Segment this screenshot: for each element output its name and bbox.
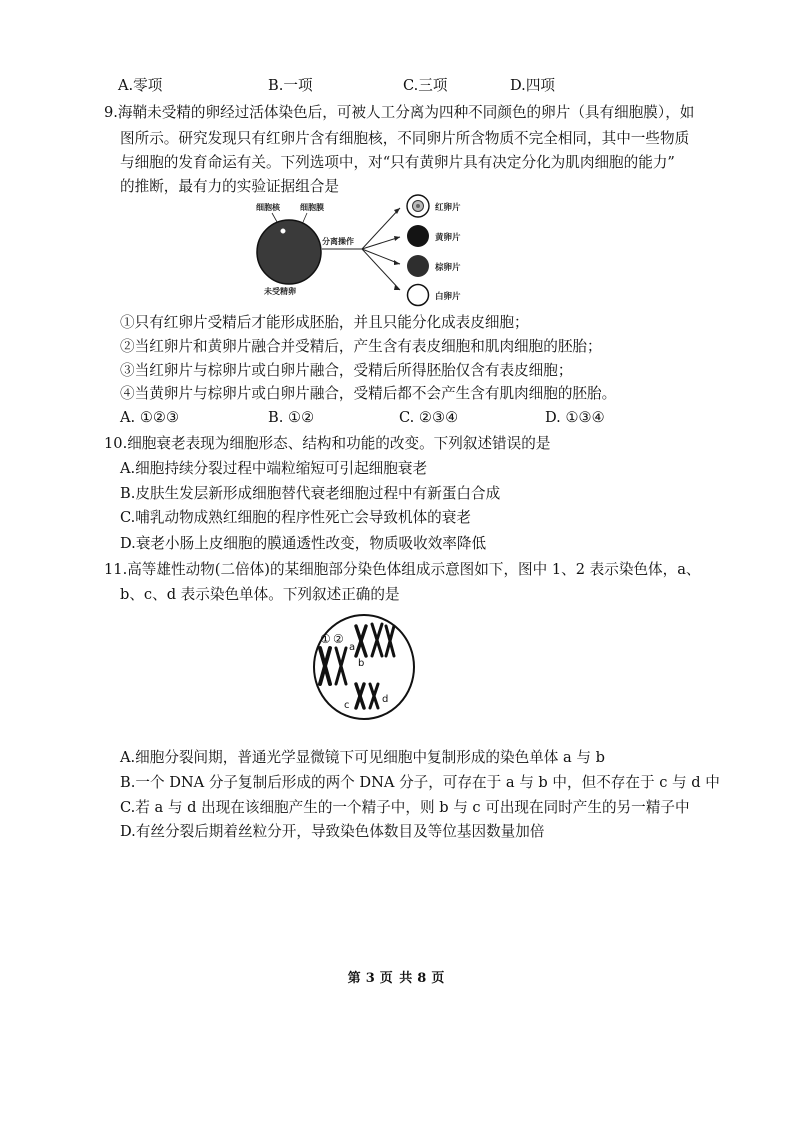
q10-stem: 10.细胞衰老表现为细胞形态、结构和功能的改变。下列叙述错误的是 [104, 435, 551, 452]
white-fragment-label: 白卵片 [435, 292, 461, 302]
q8-option-d: D.四项 [510, 77, 556, 94]
page-footer [0, 967, 793, 986]
footer-mid: 页 共 [379, 971, 414, 986]
yellow-fragment-label: 黄卵片 [435, 233, 461, 243]
chromosome-2-label: ② [333, 632, 344, 646]
operation-label: 分离操作 [322, 237, 354, 246]
footer-page-number: 3 [365, 971, 376, 986]
footer-total-pages: 8 [417, 971, 428, 986]
q11-stem-line-2: b、c、d 表示染色单体。下列叙述正确的是 [120, 586, 400, 603]
chromatid-d-label: d [382, 694, 389, 705]
nucleus-label: 细胞核 [256, 203, 280, 212]
q9-option-b: B. ①② [268, 409, 315, 426]
chromosome-1-label: ① [320, 632, 331, 646]
brown-fragment [407, 255, 429, 277]
q9-option-c: C. ②③④ [399, 409, 459, 426]
q11-option-b: B.一个 DNA 分子复制后形成的两个 DNA 分子，可存在于 a 与 b 中，但不存在于 c 与 d 中 [120, 774, 720, 791]
q9-statement-1: ①只有红卵片受精后才能形成胚胎，并且只能分化成表皮细胞； [120, 314, 529, 331]
q9-stem-line-2: 图所示。研究发现只有红卵片含有细胞核，不同卵片所含物质不完全相同，其中一些物质 [120, 130, 690, 147]
footer-prefix: 第 [347, 971, 362, 986]
q9-statement-4: ④当黄卵片与棕卵片或白卵片融合，受精后都不会产生含有肌肉细胞的胚胎。 [120, 385, 617, 402]
brown-fragment-label: 棕卵片 [435, 263, 461, 273]
q9-stem-line-4: 的推断，最有力的实验证据组合是 [120, 178, 339, 195]
q9-option-d: D. ①③④ [545, 409, 605, 426]
yellow-fragment [407, 225, 429, 247]
q11-option-c: C.若 a 与 d 出现在该细胞产生的一个精子中，则 b 与 c 可出现在同时产生的另一精子中 [120, 799, 690, 816]
q11-option-d: D.有丝分裂后期着丝粒分开，导致染色体数目及等位基因数量加倍 [120, 823, 545, 840]
egg-label: 未受精卵 [264, 287, 296, 296]
q9-option-a: A. ①②③ [120, 409, 180, 426]
chromatid-b-label: b [358, 658, 365, 669]
q9-options [0, 408, 793, 428]
egg-separation-figure [0, 0, 793, 320]
q8-option-a: A.零项 [118, 77, 163, 94]
q10-option-a: A.细胞持续分裂过程中端粒缩短可引起细胞衰老 [120, 460, 428, 477]
q9-statement-3: ③当红卵片与棕卵片或白卵片融合，受精后所得胚胎仅含有表皮细胞； [120, 362, 573, 379]
q9-statement-2: ②当红卵片和黄卵片融合并受精后，产生含有表皮细胞和肌肉细胞的胚胎； [120, 338, 602, 355]
footer-suffix: 页 [431, 971, 446, 986]
chromosome-cell-figure [300, 612, 440, 724]
membrane-label: 细胞膜 [300, 203, 324, 212]
q10-option-b: B.皮肤生发层新形成细胞替代衰老细胞过程中有新蛋白合成 [120, 485, 501, 502]
egg-nucleus [281, 229, 286, 234]
q8-option-b: B.一项 [268, 77, 313, 94]
q8-option-c: C.三项 [403, 77, 448, 94]
chromatid-a-label: a [349, 642, 356, 653]
q9-stem-line-3: 与细胞的发育命运有关。下列选项中，对“只有黄卵片具有决定分化为肌肉细胞的能力” [120, 154, 675, 171]
q10-option-c: C.哺乳动物成熟红细胞的程序性死亡会导致机体的衰老 [120, 509, 471, 526]
white-fragment [408, 285, 429, 306]
q11-stem-line-1: 11.高等雄性动物(二倍体)的某细胞部分染色体组成示意图如下，图中 1、2 表示染色体，a、 [104, 561, 701, 578]
q10-option-d: D.衰老小肠上皮细胞的膜通透性改变，物质吸收效率降低 [120, 535, 487, 552]
unfertilized-egg [257, 220, 321, 284]
q11-option-a: A.细胞分裂间期，普通光学显微镜下可见细胞中复制形成的染色单体 a 与 b [120, 749, 605, 766]
red-fragment-label: 红卵片 [435, 203, 461, 213]
chromatid-c-label: c [344, 700, 350, 711]
q9-stem-line-1: 9.海鞘未受精的卵经过活体染色后，可被人工分离为四种不同颜色的卵片（具有细胞膜），如 [104, 104, 695, 121]
